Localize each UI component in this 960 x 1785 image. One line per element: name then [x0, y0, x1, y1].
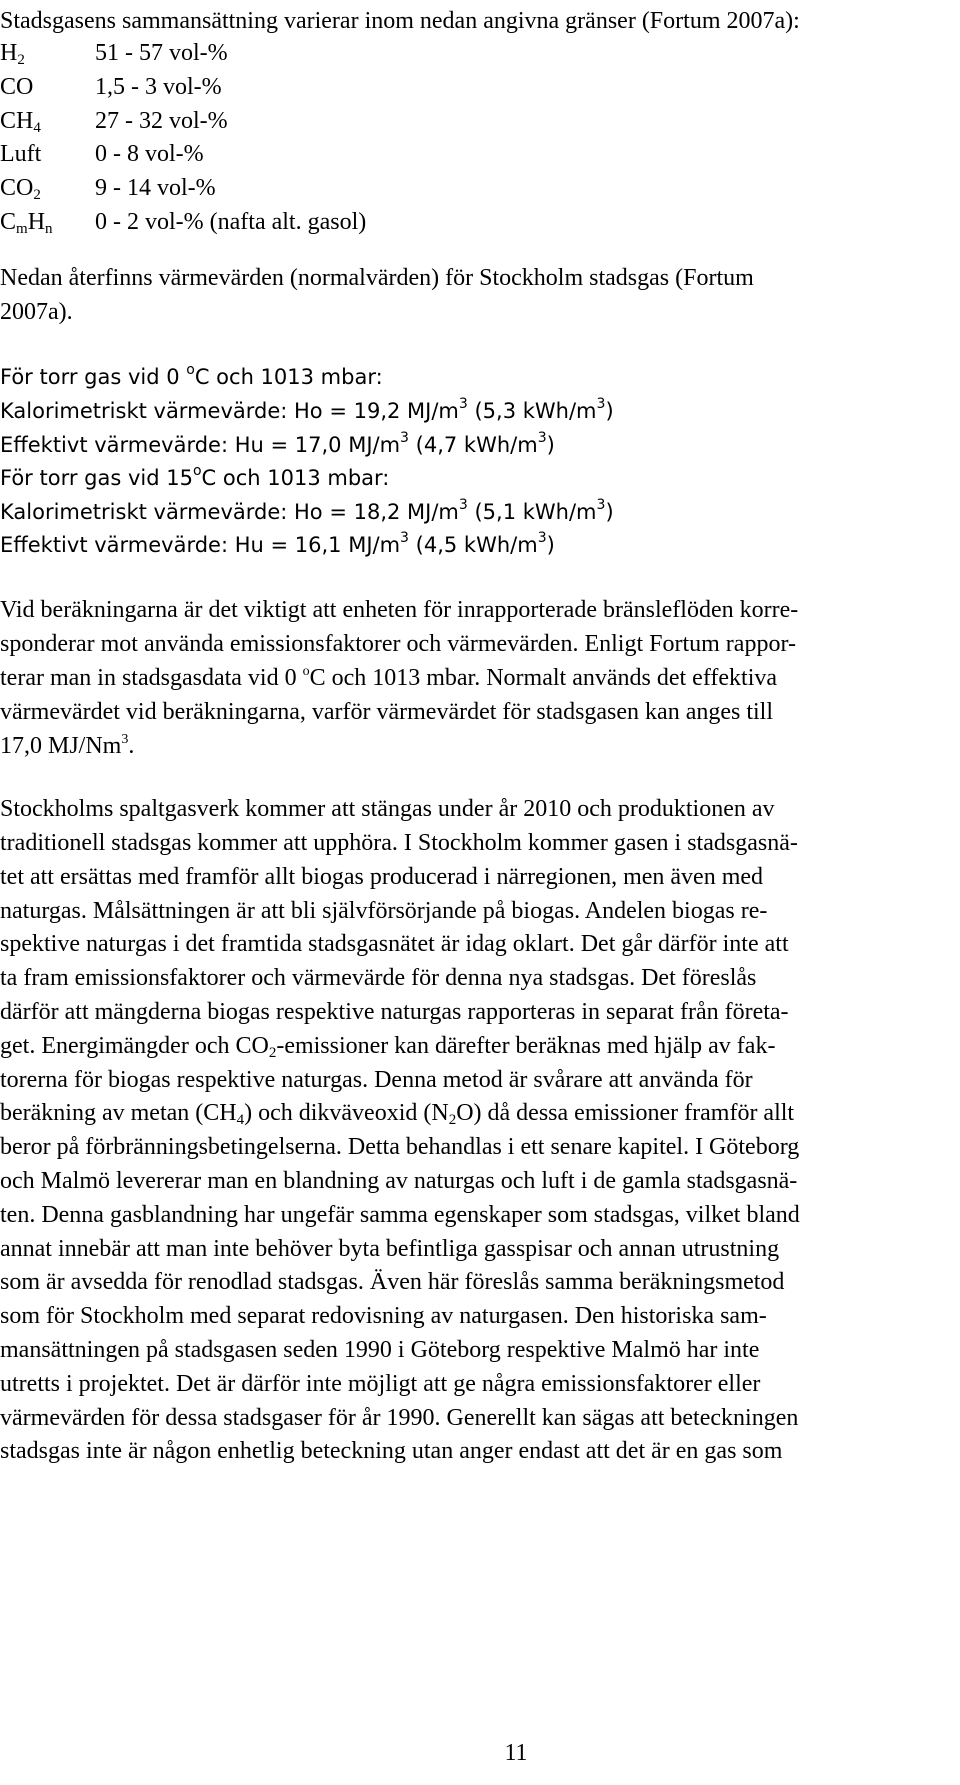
component-name: $CH_4$ — [0, 108, 41, 136]
paragraph-line: utretts i projektet. Det är därför inte möjligt att ge några emissionsfaktorer eller — [0, 1371, 761, 1397]
paragraph-line: sponderar mot använda emissionsfaktorer och värmevärden. Enligt Fortum rappor- — [0, 631, 796, 657]
paragraph-line: därför att mängderna biogas respektive naturgas rapporteras in separat från företa- — [0, 999, 789, 1025]
ho-0c-value: Kalorimetriskt värmevärde: Ho = 19,2 $MJ/m^3$ (5,3 kWh/$m^3$) — [0, 396, 614, 423]
paragraph-line: Vid beräkningarna är det viktigt att enheten för inrapporterade bränsleflöden korre- — [0, 597, 799, 623]
component-name: Luft — [0, 141, 42, 167]
condition-15c-label: För torr gas vid 15$^o$C och 1013 mbar: — [0, 463, 390, 490]
paragraph-line: terar man in stadsgasdata vid 0 $^o$C och 1013 mbar. Normalt används det effektiva — [0, 664, 778, 691]
paragraph-line: beror på förbränningsbetingelserna. Detta behandlas i ett senare kapitel. I Göteborg — [0, 1134, 800, 1160]
composition-intro-text: Stadsgasens sammansättning varierar inom nedan angivna gränser (Fortum 2007a): — [0, 8, 800, 34]
page-number: 11 — [504, 1740, 528, 1766]
heating-intro-line-1: Nedan återfinns värmevärden (normalvärden) för Stockholm stadsgas (Fortum — [0, 265, 754, 291]
paragraph-line: beräkning av metan $(CH_4)$ och dikväveoxid $(N_2O)$ då dessa emissioner framför allt — [0, 1100, 795, 1128]
paragraph-line: tet att ersättas med framför allt biogas producerad i närregionen, men även med — [0, 864, 764, 890]
paragraph-line: traditionell stadsgas kommer att upphöra. I Stockholm kommer gasen i stadsgasnä- — [0, 830, 798, 856]
paragraph-line: ta fram emissionsfaktorer och värmevärde för denna nya stadsgas. Det föreslås — [0, 965, 757, 991]
paragraph-line: ten. Denna gasblandning har ungefär samma egenskaper som stadsgas, vilket bland — [0, 1202, 800, 1228]
paragraph-line: 17,0 MJ/Nm$^3$. — [0, 732, 135, 759]
paragraph-line: som är avsedda för renodlad stadsgas. Även här föreslås samma beräkningsmetod — [0, 1269, 785, 1295]
paragraph-line: Stockholms spaltgasverk kommer att stängas under år 2010 och produktionen av — [0, 796, 775, 822]
paragraph-line: mansättningen på stadsgasen seden 1990 i Göteborg respektive Malmö har inte — [0, 1337, 760, 1363]
component-range: 0 - 2 vol-% (nafta alt. gasol) — [95, 209, 367, 235]
paragraph-line: och Malmö levererar man en blandning av naturgas och luft i de gamla stadsgasnä- — [0, 1168, 798, 1194]
component-name: $CO_2$ — [0, 175, 41, 203]
composition-intro — [0, 3, 800, 39]
component-name: CO — [0, 74, 34, 100]
paragraph-line: torerna för biogas respektive naturgas. Denna metod är svårare att använda för — [0, 1067, 753, 1093]
component-range: 0 - 8 vol-% — [95, 141, 204, 167]
paragraph-line: stadsgas inte är någon enhetlig beteckning utan anger endast att det är en gas som — [0, 1438, 783, 1464]
hu-15c-value: Effektivt värmevärde: Hu = 16,1 $MJ/m^3$ (4,5 kWh/$m^3$) — [0, 530, 555, 557]
hu-0c-value: Effektivt värmevärde: Hu = 17,0 $MJ/m^3$ (4,7 kWh/$m^3$) — [0, 430, 555, 457]
condition-0c-label: För torr gas vid 0 $^o$C och 1013 mbar: — [0, 362, 383, 389]
component-range: 9 - 14 vol-% — [95, 175, 216, 201]
heating-intro-line-2: 2007a). — [0, 299, 73, 325]
component-range: 51 - 57 vol-% — [95, 40, 228, 66]
paragraph-line: som för Stockholm med separat redovisning av naturgasen. Den historiska sam- — [0, 1303, 767, 1329]
paragraph-line: annat innebär att man inte behöver byta befintliga gasspisar och annan utrustning — [0, 1236, 780, 1262]
paragraph-line: spektive naturgas i det framtida stadsgasnätet är idag oklart. Det går därför inte att — [0, 931, 789, 957]
paragraph-line: naturgas. Målsättningen är att bli självförsörjande på biogas. Andelen biogas re- — [0, 898, 768, 924]
component-name: $C_mH_n$ — [0, 209, 53, 237]
ho-15c-value: Kalorimetriskt värmevärde: Ho = 18,2 $MJ/m^3$ (5,1 kWh/$m^3$) — [0, 497, 614, 524]
component-name: $H_2$ — [0, 40, 25, 68]
component-range: 1,5 - 3 vol-% — [95, 74, 222, 100]
component-range: 27 - 32 vol-% — [95, 108, 228, 134]
paragraph-line: värmevärden för dessa stadsgaser för år 1990. Generellt kan sägas att beteckningen — [0, 1405, 799, 1431]
paragraph-line: get. Energimängder och $CO_2$-emissioner kan därefter beräknas med hjälp av fak- — [0, 1033, 776, 1061]
paragraph-line: värmevärdet vid beräkningarna, varför värmevärdet för stadsgasen kan anges till — [0, 699, 774, 725]
